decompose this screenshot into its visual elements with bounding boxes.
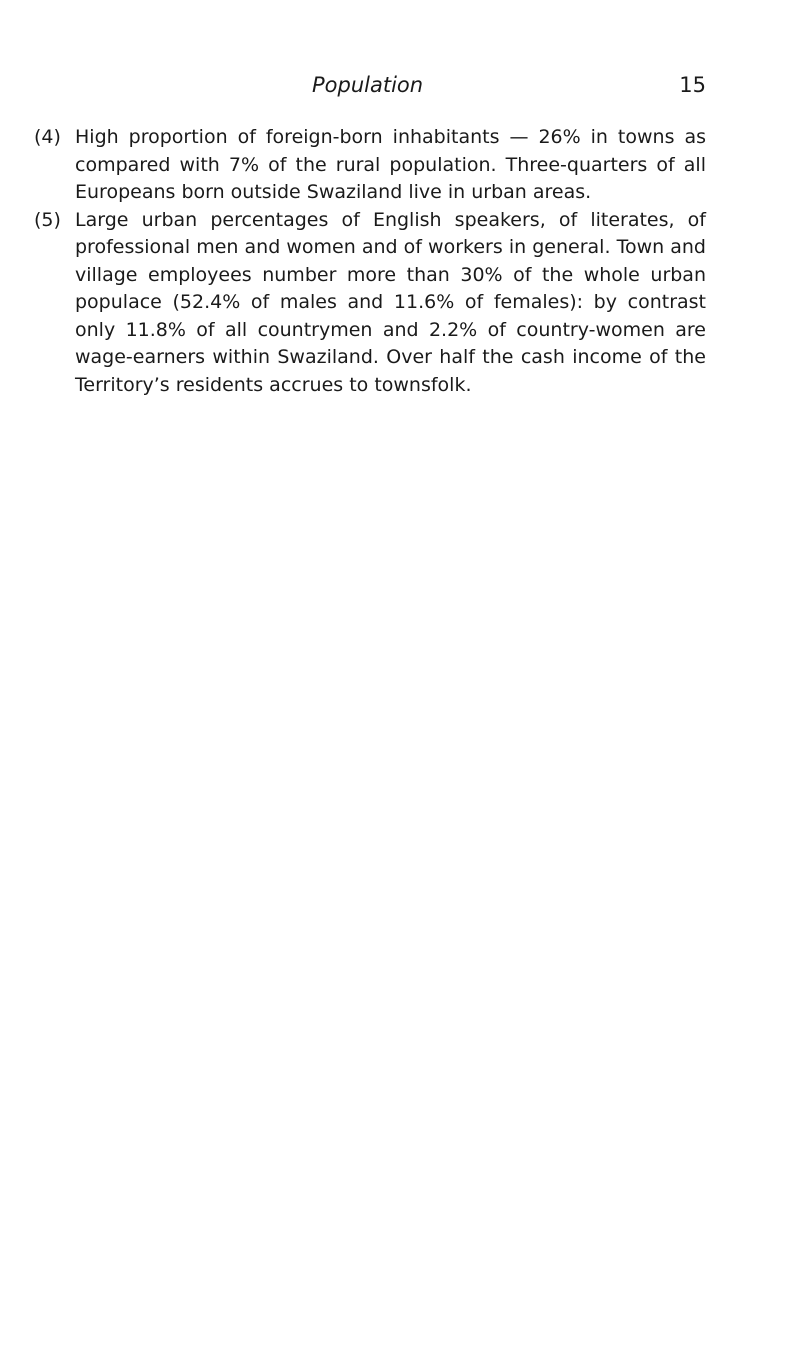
- item-number: (5): [34, 208, 61, 231]
- page-number: 15: [679, 73, 706, 97]
- numbered-list: [34, 124, 706, 399]
- item-text: Large urban percentages of English speakers, of literates, of professional men and women and of workers in general. Town and village employees number more than 30% of the whole urban populace (52.4% of males and 11.6% of females): by contrast only 11.8% of all countrymen and 2.2% of country-women are wage-earners within Swaziland. Over half the cash income of the Territory’s residents accrues to townsfolk.: [75, 208, 706, 396]
- item-number: (4): [34, 126, 61, 148]
- running-title: Population: [312, 73, 424, 97]
- item-text: High proportion of foreign-born inhabitants — 26% in towns as compared with 7% of the rural population. Three-quarters of all Europeans born outside Swaziland live in urban areas.: [75, 126, 706, 203]
- list-item: [34, 124, 706, 207]
- list-item: [34, 207, 706, 400]
- running-head: [0, 70, 706, 100]
